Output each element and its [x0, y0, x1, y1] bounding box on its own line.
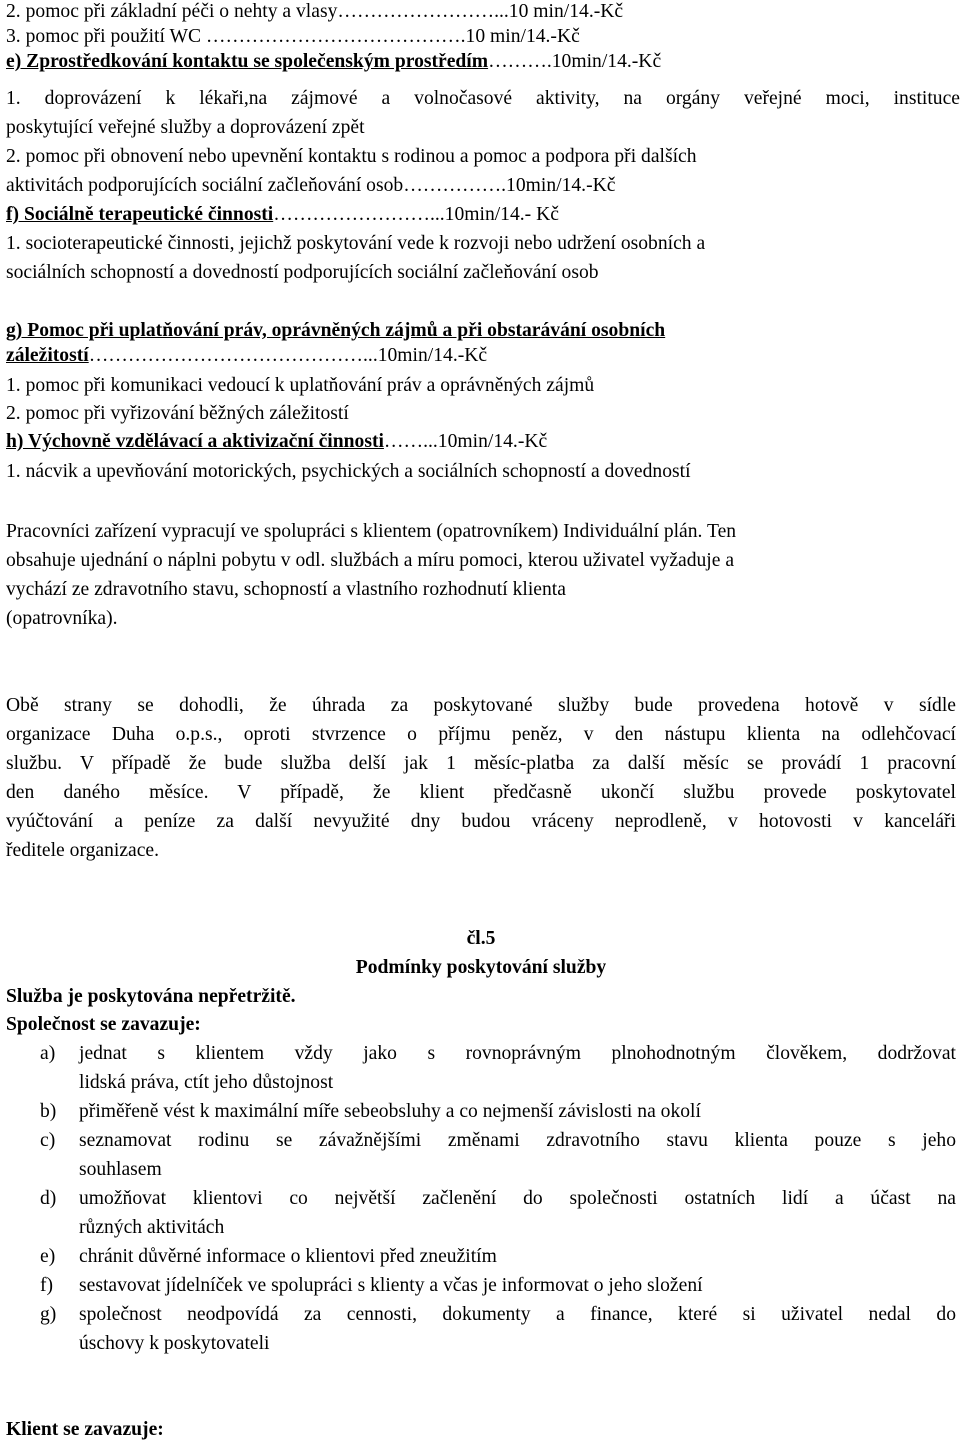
heading-text: záležitostí: [6, 345, 89, 366]
service-line: 1. socioterapeutické činnosti, jejichž poskytování vede k rozvoji nebo udržení osobních a: [6, 233, 706, 254]
payment-paragraph-line: ředitele organizace.: [6, 840, 160, 861]
item-text: sestavovat jídelníček ve spolupráci s klienty a včas je informovat o jeho složení: [79, 1275, 703, 1296]
item-line-2: souhlasem: [79, 1159, 162, 1180]
line-text: službu. V případě že bude služba delší jak 1 měsíc-platba za další měsíc se provádí 1 pracovní: [6, 753, 956, 774]
payment-paragraph-line: [6, 752, 956, 776]
obligation-item: [40, 1184, 956, 1242]
heading-text: f) Sociálně terapeutické činnosti: [6, 204, 274, 225]
article-number: čl.5: [466, 928, 496, 949]
payment-paragraph-line: [6, 723, 956, 747]
item-text: seznamovat rodinu se závažnějšími změnami zdravotního stavu klienta pouze s jeho: [79, 1130, 956, 1151]
line-text: vyúčtování a peníze za další nevyužité dny budou vráceny neprodleně, v hotovosti v kanceláři: [6, 811, 956, 832]
service-line: aktivitách podporujících sociální začleňování osob…………….10min/14.-Kč: [6, 175, 616, 196]
service-line: 3. pomoc při použití WC ………………………………….10 min/14.-Kč: [6, 26, 580, 47]
obligation-item: [40, 1271, 956, 1300]
item-marker: d): [40, 1188, 57, 1209]
article-title: Podmínky poskytování služby: [355, 957, 607, 978]
service-line: sociálních schopností a dovedností podporujících sociální začleňování osob: [6, 262, 599, 283]
line-text: den daného měsíce. V případě, že klient předčasně ukončí službu provede poskytovatel: [6, 782, 956, 803]
service-heading-h: [6, 430, 547, 454]
payment-paragraph-line: [6, 810, 956, 834]
item-marker: c): [40, 1130, 56, 1151]
service-heading-f: [6, 203, 559, 227]
obligation-item: [40, 1126, 956, 1184]
obligation-item: [40, 1300, 956, 1358]
item-text: společnost neodpovídá za cennosti, dokumenty a finance, které si uživatel nedal do: [79, 1304, 956, 1325]
obligation-item: [40, 1242, 956, 1271]
item-line-2: lidská práva, ctít jeho důstojnost: [79, 1072, 334, 1093]
plan-paragraph-line: (opatrovníka).: [6, 608, 118, 629]
rate-text: ……….10min/14.-Kč: [488, 51, 662, 72]
service-heading-g-cont: [6, 344, 487, 368]
item-marker: f): [40, 1275, 54, 1296]
item-text: chránit důvěrné informace o klientovi před zneužitím: [79, 1246, 497, 1267]
item-line-2: úschovy k poskytovateli: [79, 1333, 270, 1354]
item-line: [79, 1300, 956, 1329]
service-line: poskytující veřejné služby a doprovázení zpět: [6, 117, 365, 138]
item-marker: e): [40, 1246, 56, 1267]
item-marker: g): [40, 1304, 57, 1325]
service-continuity: Služba je poskytována nepřetržitě.: [6, 986, 296, 1007]
rate-text: ……...10min/14.-Kč: [383, 431, 548, 452]
item-text: přiměřeně vést k maximální míře sebeobsluhy a co nejmenší závislosti na okolí: [79, 1101, 701, 1122]
item-marker: a): [40, 1043, 56, 1064]
item-text: jednat s klientem vždy jako s rovnoprávným plnohodnotným člověkem, dodržovat: [79, 1043, 956, 1064]
item-text: umožňovat klientovi co největší začlenění do společnosti ostatních lidí a účast na: [79, 1188, 956, 1209]
rate-text: ……………………………………...10min/14.-Kč: [88, 345, 488, 366]
plan-paragraph-line: Pracovníci zařízení vypracují ve spolupráci s klientem (opatrovníkem) Individuální plán. Ten: [6, 521, 737, 542]
heading-text: e) Zprostředkování kontaktu se společenským prostředím: [6, 51, 489, 72]
rate-text: ……………………...10min/14.- Kč: [273, 204, 559, 225]
service-line: 2. pomoc při vyřizování běžných záležitostí: [6, 403, 349, 424]
obligation-item: [40, 1097, 956, 1126]
item-line-2: různých aktivitách: [79, 1217, 225, 1238]
line-text: Obě strany se dohodli, že úhrada za poskytované služby bude provedena hotově v sídle: [6, 695, 956, 716]
service-line: 1. nácvik a upevňování motorických, psychických a sociálních schopností a dovedností: [6, 461, 691, 482]
client-obligations-heading: Klient se zavazuje:: [6, 1419, 164, 1440]
heading-text: h) Výchovně vzdělávací a aktivizační činnosti: [6, 431, 384, 452]
service-heading-e: [6, 50, 661, 74]
service-heading-g: g) Pomoc při uplatňování práv, oprávněných zájmů a při obstarávání osobních: [6, 320, 666, 341]
service-line: 2. pomoc při základní péči o nehty a vlasy……………………...10 min/14.-Kč: [6, 1, 624, 22]
item-line: [79, 1184, 956, 1213]
service-line: [6, 87, 960, 111]
item-marker: b): [40, 1101, 57, 1122]
payment-paragraph-line: [6, 781, 956, 805]
plan-paragraph-line: vychází ze zdravotního stavu, schopností a vlastního rozhodnutí klienta: [6, 579, 566, 600]
line-text: 1. doprovázení k lékaři,na zájmové a volnočasové aktivity, na orgány veřejné moci, instituce: [6, 88, 960, 109]
service-line: 1. pomoc při komunikaci vedoucí k uplatňování práv a oprávněných zájmů: [6, 375, 595, 396]
obligation-item: [40, 1039, 956, 1097]
service-line: 2. pomoc při obnovení nebo upevnění kontaktu s rodinou a pomoc a podpora při dalších: [6, 146, 697, 167]
item-line: [79, 1126, 956, 1155]
item-line: [79, 1039, 956, 1068]
line-text: organizace Duha o.p.s., oproti stvrzence o příjmu peněz, v den nástupu klienta na odlehčovací: [6, 724, 956, 745]
payment-paragraph-line: [6, 694, 956, 718]
company-obligations-heading: Společnost se zavazuje:: [6, 1014, 201, 1035]
plan-paragraph-line: obsahuje ujednání o náplni pobytu v odl. službách a míru pomoci, kterou uživatel vyžaduje a: [6, 550, 735, 571]
